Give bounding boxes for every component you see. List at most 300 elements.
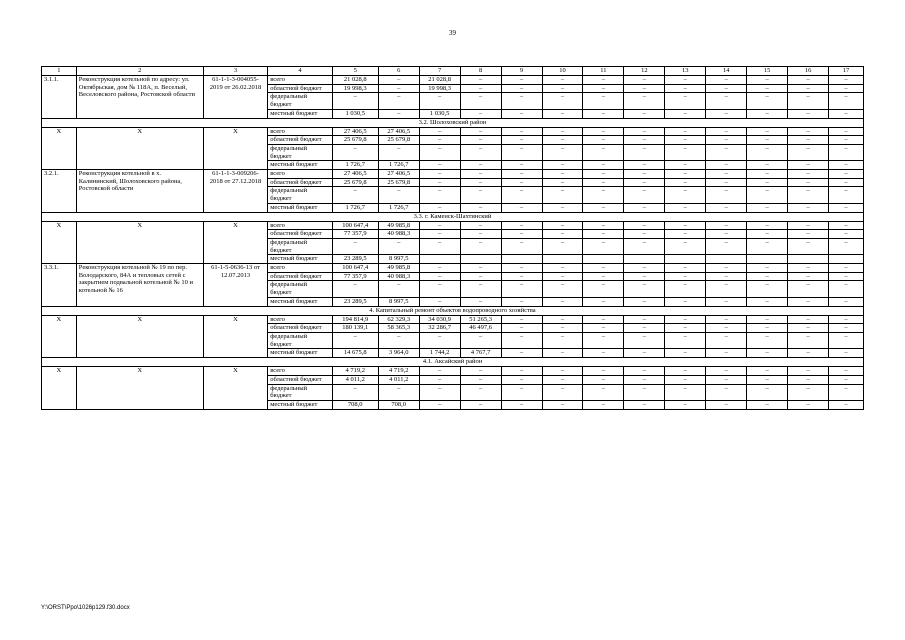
amount-cell: –	[706, 144, 747, 160]
column-header: 14	[706, 67, 747, 76]
amount-cell: –	[378, 84, 419, 93]
amount-cell: –	[378, 332, 419, 348]
amount-cell: –	[378, 238, 419, 254]
amount-cell: –	[788, 315, 829, 324]
object-name: Х	[76, 127, 203, 170]
amount-cell: –	[624, 384, 665, 400]
column-header: 12	[624, 67, 665, 76]
amount-cell: –	[624, 144, 665, 160]
amount-cell: –	[501, 144, 542, 160]
amount-cell: –	[583, 297, 624, 306]
amount-cell: 27 406,5	[332, 170, 378, 179]
amount-cell: –	[665, 109, 706, 118]
amount-cell: –	[747, 384, 788, 400]
amount-cell: –	[583, 324, 624, 333]
amount-cell: –	[747, 76, 788, 85]
amount-cell: –	[747, 109, 788, 118]
amount-cell: –	[665, 127, 706, 136]
amount-cell	[747, 255, 788, 264]
amount-cell: –	[624, 203, 665, 212]
amount-cell: –	[501, 84, 542, 93]
object-code: Х	[42, 127, 77, 170]
amount-cell: –	[583, 221, 624, 230]
amount-cell: 19 998,3	[332, 84, 378, 93]
amount-cell: –	[583, 272, 624, 281]
amount-cell: –	[829, 297, 864, 306]
amount-cell	[501, 255, 542, 264]
amount-cell: –	[747, 349, 788, 358]
amount-cell: –	[829, 400, 864, 409]
funding-source-label: местный бюджет	[268, 161, 332, 170]
amount-cell: –	[624, 93, 665, 109]
amount-cell: –	[583, 109, 624, 118]
amount-cell: –	[747, 93, 788, 109]
amount-cell: –	[665, 297, 706, 306]
amount-cell: –	[706, 170, 747, 179]
amount-cell: –	[788, 136, 829, 145]
amount-cell: –	[829, 161, 864, 170]
amount-cell: –	[419, 161, 460, 170]
amount-cell: –	[788, 203, 829, 212]
table-row	[42, 127, 864, 136]
table-row	[42, 221, 864, 230]
funding-source-label: федеральный бюджет	[268, 332, 332, 348]
amount-cell: 27 406,5	[378, 170, 419, 179]
amount-cell: –	[501, 400, 542, 409]
amount-cell: –	[624, 367, 665, 376]
amount-cell: 708,0	[332, 400, 378, 409]
amount-cell	[542, 255, 583, 264]
amount-cell: 27 406,5	[332, 127, 378, 136]
amount-cell: –	[583, 400, 624, 409]
table-row	[42, 315, 864, 324]
amount-cell: –	[706, 161, 747, 170]
amount-cell: –	[624, 272, 665, 281]
amount-cell: –	[501, 187, 542, 203]
amount-cell: –	[542, 127, 583, 136]
amount-cell: –	[583, 281, 624, 297]
amount-cell: –	[706, 109, 747, 118]
amount-cell: 21 028,8	[332, 76, 378, 85]
amount-cell: –	[542, 187, 583, 203]
amount-cell: –	[460, 84, 501, 93]
amount-cell: –	[788, 161, 829, 170]
amount-cell: 25 679,8	[378, 178, 419, 187]
amount-cell: –	[829, 238, 864, 254]
amount-cell: –	[829, 375, 864, 384]
amount-cell: 49 985,8	[378, 221, 419, 230]
amount-cell: –	[624, 349, 665, 358]
object-name: Х	[76, 315, 203, 358]
funding-source-label: федеральный бюджет	[268, 144, 332, 160]
amount-cell: 4 719,2	[332, 367, 378, 376]
amount-cell: –	[501, 161, 542, 170]
amount-cell: –	[624, 264, 665, 273]
amount-cell: –	[378, 93, 419, 109]
amount-cell: –	[583, 375, 624, 384]
amount-cell: –	[542, 367, 583, 376]
amount-cell: –	[583, 203, 624, 212]
amount-cell: –	[501, 170, 542, 179]
amount-cell	[665, 255, 706, 264]
amount-cell: –	[665, 324, 706, 333]
amount-cell: –	[542, 76, 583, 85]
object-name: Х	[76, 367, 203, 410]
amount-cell: –	[501, 349, 542, 358]
amount-cell: 27 406,5	[378, 127, 419, 136]
object-code: 3.1.1.	[42, 76, 77, 119]
amount-cell: –	[460, 384, 501, 400]
amount-cell: –	[624, 127, 665, 136]
amount-cell: –	[829, 324, 864, 333]
object-registration: 61-1-1-3-004055-2019 от 26.02.2018	[203, 76, 267, 119]
amount-cell: –	[332, 93, 378, 109]
amount-cell: –	[706, 221, 747, 230]
amount-cell: –	[583, 230, 624, 239]
amount-cell: –	[419, 144, 460, 160]
amount-cell: 1 030,5	[419, 109, 460, 118]
amount-cell: 14 675,8	[332, 349, 378, 358]
object-registration: Х	[203, 367, 267, 410]
amount-cell: –	[624, 230, 665, 239]
amount-cell: –	[419, 264, 460, 273]
amount-cell: –	[501, 272, 542, 281]
amount-cell: –	[747, 221, 788, 230]
amount-cell: –	[788, 84, 829, 93]
amount-cell: 62 329,3	[378, 315, 419, 324]
funding-source-label: всего	[268, 221, 332, 230]
amount-cell: –	[460, 203, 501, 212]
funding-source-label: федеральный бюджет	[268, 187, 332, 203]
amount-cell: –	[747, 136, 788, 145]
amount-cell: 100 647,4	[332, 264, 378, 273]
amount-cell: –	[501, 281, 542, 297]
amount-cell: –	[542, 84, 583, 93]
amount-cell: 194 814,9	[332, 315, 378, 324]
amount-cell: –	[624, 76, 665, 85]
funding-source-label: федеральный бюджет	[268, 93, 332, 109]
amount-cell: –	[788, 238, 829, 254]
amount-cell: –	[460, 76, 501, 85]
amount-cell: –	[706, 84, 747, 93]
amount-cell: –	[788, 349, 829, 358]
amount-cell: –	[378, 109, 419, 118]
table-row	[42, 170, 864, 179]
amount-cell: –	[829, 367, 864, 376]
amount-cell: –	[665, 84, 706, 93]
amount-cell: –	[542, 349, 583, 358]
amount-cell: –	[542, 332, 583, 348]
amount-cell: –	[501, 375, 542, 384]
amount-cell: –	[460, 178, 501, 187]
funding-source-label: местный бюджет	[268, 203, 332, 212]
section-row	[42, 306, 864, 315]
amount-cell: –	[665, 264, 706, 273]
amount-cell: –	[788, 384, 829, 400]
amount-cell: 58 365,3	[378, 324, 419, 333]
funding-source-label: областной бюджет	[268, 272, 332, 281]
amount-cell: –	[501, 264, 542, 273]
object-registration: Х	[203, 221, 267, 264]
amount-cell: –	[706, 367, 747, 376]
amount-cell: –	[501, 367, 542, 376]
amount-cell: –	[542, 384, 583, 400]
amount-cell: –	[706, 203, 747, 212]
amount-cell: –	[542, 272, 583, 281]
amount-cell: 100 647,4	[332, 221, 378, 230]
amount-cell	[624, 255, 665, 264]
amount-cell: –	[706, 127, 747, 136]
amount-cell: –	[624, 187, 665, 203]
amount-cell: 4 011,2	[332, 375, 378, 384]
amount-cell: –	[747, 170, 788, 179]
amount-cell: –	[747, 84, 788, 93]
amount-cell: –	[542, 221, 583, 230]
amount-cell: –	[706, 187, 747, 203]
amount-cell: 19 998,3	[419, 84, 460, 93]
column-header: 5	[332, 67, 378, 76]
column-header: 8	[460, 67, 501, 76]
amount-cell: –	[583, 238, 624, 254]
amount-cell: 40 988,3	[378, 272, 419, 281]
amount-cell: –	[542, 170, 583, 179]
funding-source-label: местный бюджет	[268, 400, 332, 409]
column-header: 9	[501, 67, 542, 76]
amount-cell: –	[542, 375, 583, 384]
funding-source-label: местный бюджет	[268, 297, 332, 306]
amount-cell: –	[583, 136, 624, 145]
amount-cell: –	[788, 332, 829, 348]
amount-cell: –	[542, 264, 583, 273]
object-code: Х	[42, 367, 77, 410]
amount-cell: –	[332, 187, 378, 203]
amount-cell: –	[332, 238, 378, 254]
amount-cell: –	[788, 230, 829, 239]
column-header: 2	[76, 67, 203, 76]
object-registration: 61-1-1-3-009206-2018 от 27.12.2018	[203, 170, 267, 213]
amount-cell: –	[829, 187, 864, 203]
amount-cell: –	[829, 384, 864, 400]
amount-cell: –	[747, 203, 788, 212]
amount-cell	[788, 255, 829, 264]
amount-cell: –	[542, 161, 583, 170]
amount-cell: 23 289,5	[332, 255, 378, 264]
amount-cell: –	[583, 161, 624, 170]
amount-cell: –	[542, 93, 583, 109]
amount-cell: 46 497,6	[460, 324, 501, 333]
amount-cell: –	[624, 136, 665, 145]
amount-cell: –	[829, 272, 864, 281]
amount-cell: –	[665, 238, 706, 254]
amount-cell: –	[665, 144, 706, 160]
object-registration: 61-1-5-0636-13 от 12.07.2013	[203, 264, 267, 307]
amount-cell: 21 028,8	[419, 76, 460, 85]
amount-cell: –	[460, 93, 501, 109]
funding-source-label: областной бюджет	[268, 136, 332, 145]
amount-cell: –	[747, 127, 788, 136]
amount-cell: –	[829, 203, 864, 212]
amount-cell: –	[460, 332, 501, 348]
funding-source-label: областной бюджет	[268, 230, 332, 239]
amount-cell: –	[706, 375, 747, 384]
amount-cell: –	[378, 281, 419, 297]
funding-source-label: всего	[268, 76, 332, 85]
amount-cell: –	[419, 400, 460, 409]
amount-cell: –	[501, 230, 542, 239]
amount-cell: –	[501, 136, 542, 145]
amount-cell: –	[460, 400, 501, 409]
amount-cell: –	[665, 349, 706, 358]
amount-cell: –	[332, 332, 378, 348]
amount-cell: –	[706, 238, 747, 254]
amount-cell	[583, 255, 624, 264]
amount-cell: –	[460, 367, 501, 376]
amount-cell: –	[829, 281, 864, 297]
amount-cell: 8 997,5	[378, 255, 419, 264]
amount-cell: –	[788, 272, 829, 281]
amount-cell: 40 988,3	[378, 230, 419, 239]
column-header: 11	[583, 67, 624, 76]
amount-cell: –	[583, 384, 624, 400]
amount-cell	[829, 255, 864, 264]
amount-cell: –	[460, 161, 501, 170]
amount-cell: 25 679,8	[332, 136, 378, 145]
amount-cell: –	[706, 400, 747, 409]
column-header: 16	[788, 67, 829, 76]
funding-source-label: всего	[268, 170, 332, 179]
amount-cell: –	[419, 93, 460, 109]
amount-cell: –	[706, 315, 747, 324]
amount-cell: –	[419, 332, 460, 348]
amount-cell: 32 286,7	[419, 324, 460, 333]
amount-cell: –	[747, 332, 788, 348]
amount-cell: –	[829, 332, 864, 348]
amount-cell: –	[829, 109, 864, 118]
section-row	[42, 118, 864, 127]
amount-cell: –	[419, 272, 460, 281]
object-registration: Х	[203, 127, 267, 170]
object-code: Х	[42, 221, 77, 264]
amount-cell: 1 726,7	[378, 203, 419, 212]
amount-cell: –	[460, 136, 501, 145]
amount-cell: 25 679,8	[332, 178, 378, 187]
amount-cell: –	[542, 144, 583, 160]
funding-source-label: областной бюджет	[268, 178, 332, 187]
amount-cell: –	[665, 170, 706, 179]
amount-cell: –	[747, 324, 788, 333]
amount-cell: –	[747, 178, 788, 187]
amount-cell: –	[542, 400, 583, 409]
amount-cell: –	[747, 161, 788, 170]
amount-cell: –	[542, 230, 583, 239]
funding-source-label: федеральный бюджет	[268, 384, 332, 400]
amount-cell: 3 964,0	[378, 349, 419, 358]
funding-source-label: местный бюджет	[268, 255, 332, 264]
amount-cell: –	[706, 281, 747, 297]
amount-cell: 4 767,7	[460, 349, 501, 358]
amount-cell: –	[665, 178, 706, 187]
column-header: 15	[747, 67, 788, 76]
table-row	[42, 367, 864, 376]
amount-cell: –	[624, 84, 665, 93]
amount-cell: –	[665, 384, 706, 400]
funding-source-label: федеральный бюджет	[268, 281, 332, 297]
column-header: 13	[665, 67, 706, 76]
amount-cell: –	[501, 324, 542, 333]
amount-cell: –	[542, 136, 583, 145]
amount-cell	[706, 255, 747, 264]
amount-cell: –	[501, 203, 542, 212]
amount-cell: –	[583, 170, 624, 179]
budget-table	[41, 66, 864, 410]
table-row	[42, 264, 864, 273]
amount-cell: –	[460, 187, 501, 203]
amount-cell: –	[501, 221, 542, 230]
amount-cell: 34 030,9	[419, 315, 460, 324]
column-header: 10	[542, 67, 583, 76]
amount-cell: –	[706, 384, 747, 400]
amount-cell: –	[665, 187, 706, 203]
amount-cell: –	[419, 203, 460, 212]
amount-cell: –	[419, 170, 460, 179]
amount-cell: –	[460, 221, 501, 230]
amount-cell: –	[542, 297, 583, 306]
amount-cell: –	[747, 297, 788, 306]
amount-cell: –	[706, 332, 747, 348]
object-name: Реконструкция котельной в х. Калининский, Шолоховского района, Ростовской области	[76, 170, 203, 213]
amount-cell: –	[460, 144, 501, 160]
amount-cell: –	[624, 324, 665, 333]
amount-cell: –	[460, 109, 501, 118]
amount-cell: –	[829, 264, 864, 273]
amount-cell: –	[829, 230, 864, 239]
amount-cell: –	[542, 109, 583, 118]
amount-cell: –	[624, 161, 665, 170]
funding-source-label: областной бюджет	[268, 324, 332, 333]
amount-cell: –	[747, 281, 788, 297]
amount-cell: –	[542, 324, 583, 333]
amount-cell: –	[542, 281, 583, 297]
amount-cell: –	[788, 178, 829, 187]
amount-cell: 51 265,3	[460, 315, 501, 324]
amount-cell: –	[583, 76, 624, 85]
amount-cell: –	[378, 144, 419, 160]
amount-cell: –	[706, 349, 747, 358]
object-name: Реконструкция котельной по адресу: ул. Октябрьская, дом № 118А, п. Веселый, Веселовского района, Ростовской области	[76, 76, 203, 119]
amount-cell: –	[665, 315, 706, 324]
amount-cell: –	[501, 332, 542, 348]
object-name: Х	[76, 221, 203, 264]
object-code: 3.2.1.	[42, 170, 77, 213]
amount-cell: –	[501, 93, 542, 109]
amount-cell: –	[501, 76, 542, 85]
amount-cell: –	[419, 238, 460, 254]
object-name: Реконструкция котельной № 19 по пер. Володарского, 84А и тепловых сетей с закрытием подвальной котельной № 10 и котельной № 16	[76, 264, 203, 307]
amount-cell: –	[788, 93, 829, 109]
amount-cell: –	[624, 170, 665, 179]
amount-cell: –	[624, 315, 665, 324]
amount-cell: –	[788, 109, 829, 118]
budget-table-container	[41, 66, 864, 410]
amount-cell: –	[583, 93, 624, 109]
amount-cell: –	[419, 297, 460, 306]
amount-cell: 708,0	[378, 400, 419, 409]
amount-cell: 4 719,2	[378, 367, 419, 376]
amount-cell: –	[788, 76, 829, 85]
amount-cell: –	[829, 315, 864, 324]
amount-cell: 25 679,8	[378, 136, 419, 145]
amount-cell: 77 357,9	[332, 272, 378, 281]
